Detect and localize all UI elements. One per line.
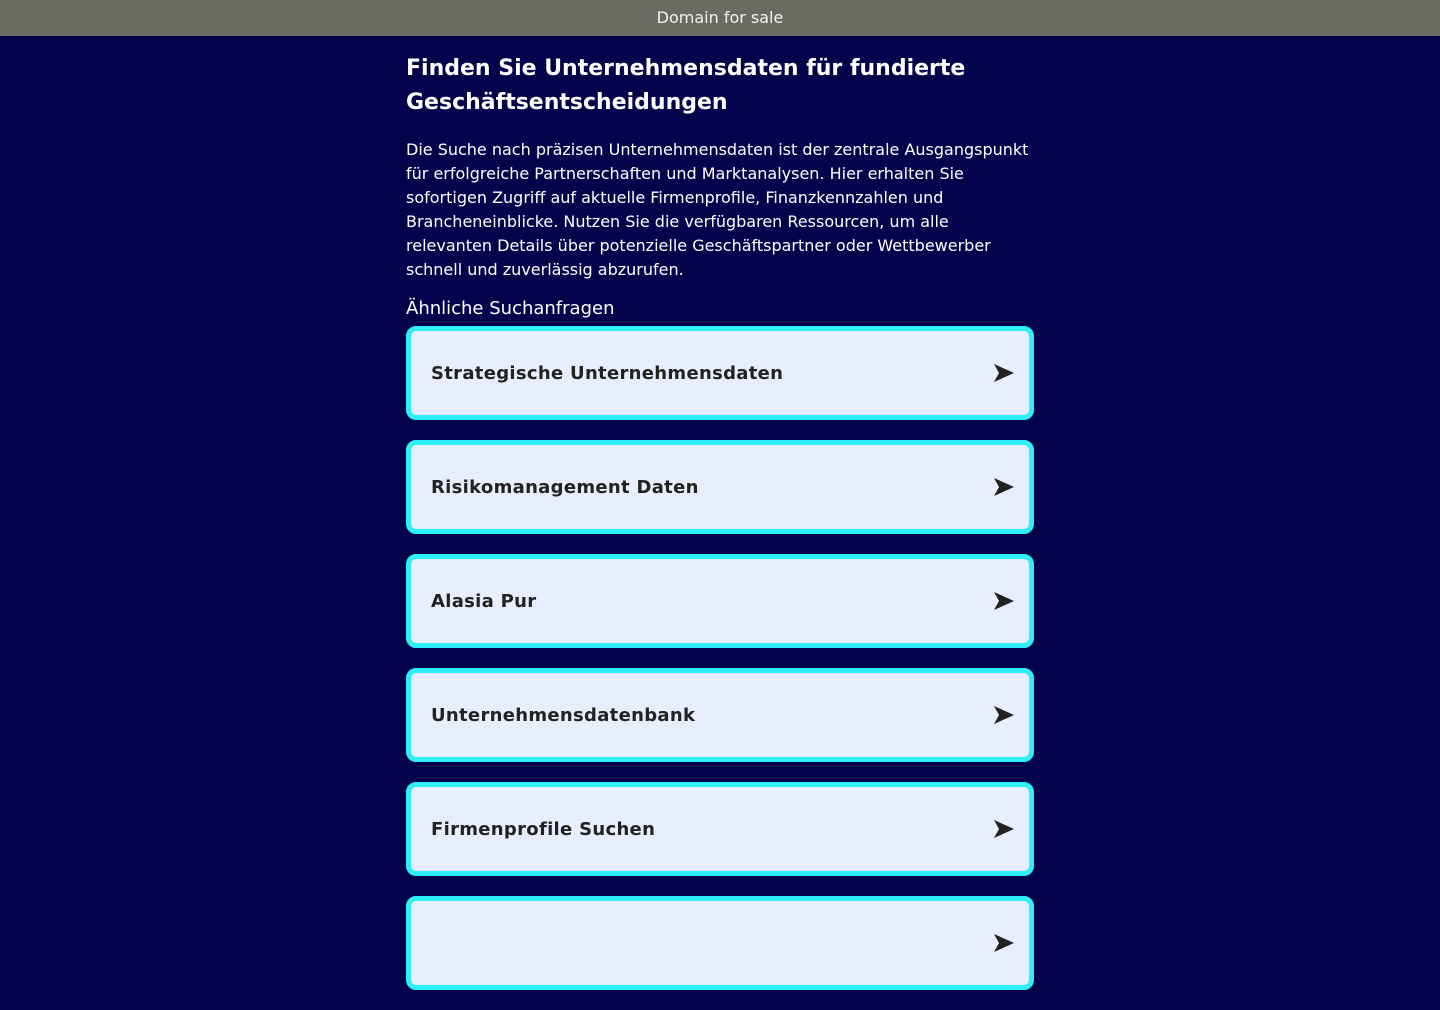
related-search-item[interactable] bbox=[406, 668, 1034, 762]
arrow-right-icon bbox=[993, 933, 1015, 953]
domain-for-sale-banner[interactable] bbox=[0, 0, 1440, 36]
arrow-right-icon bbox=[993, 363, 1015, 383]
related-search-label: Alasia Pur bbox=[431, 590, 537, 612]
arrow-right-icon bbox=[993, 819, 1015, 839]
main-content bbox=[406, 36, 1034, 1010]
related-search-item[interactable] bbox=[406, 896, 1034, 990]
related-search-item[interactable] bbox=[406, 440, 1034, 534]
related-search-item[interactable] bbox=[406, 782, 1034, 876]
arrow-right-icon bbox=[993, 477, 1015, 497]
banner-text: Domain for sale bbox=[656, 8, 784, 27]
related-searches-list bbox=[406, 326, 1034, 990]
arrow-right-icon bbox=[993, 705, 1015, 725]
related-searches-heading: Ähnliche Suchanfragen bbox=[406, 298, 615, 319]
related-search-label: Strategische Unternehmensdaten bbox=[431, 362, 784, 384]
related-search-item[interactable] bbox=[406, 554, 1034, 648]
intro-paragraph: Die Suche nach präzisen Unternehmensdaten ist der zentrale Ausgangspunkt für erfolgreiche Partnerschaften und Marktanalysen. Hier erhalten Sie sofortigen Zugriff auf aktuelle Firmenprofile, Finanzkennzahlen und Brancheneinblicke. Nutzen Sie die verfügbaren Ressourcen, um alle relevanten Details über potenzielle Geschäftspartner oder Wettbewerber schnell und zuverlässig abzurufen. bbox=[406, 140, 1029, 279]
related-search-label: Firmenprofile Suchen bbox=[431, 818, 656, 840]
related-search-label: Unternehmensdatenbank bbox=[431, 704, 696, 726]
related-search-item[interactable] bbox=[406, 326, 1034, 420]
arrow-right-icon bbox=[993, 591, 1015, 611]
related-search-label: Risikomanagement Daten bbox=[431, 476, 699, 498]
page-title: Finden Sie Unternehmensdaten für fundierte Geschäftsentscheidungen bbox=[406, 56, 966, 115]
